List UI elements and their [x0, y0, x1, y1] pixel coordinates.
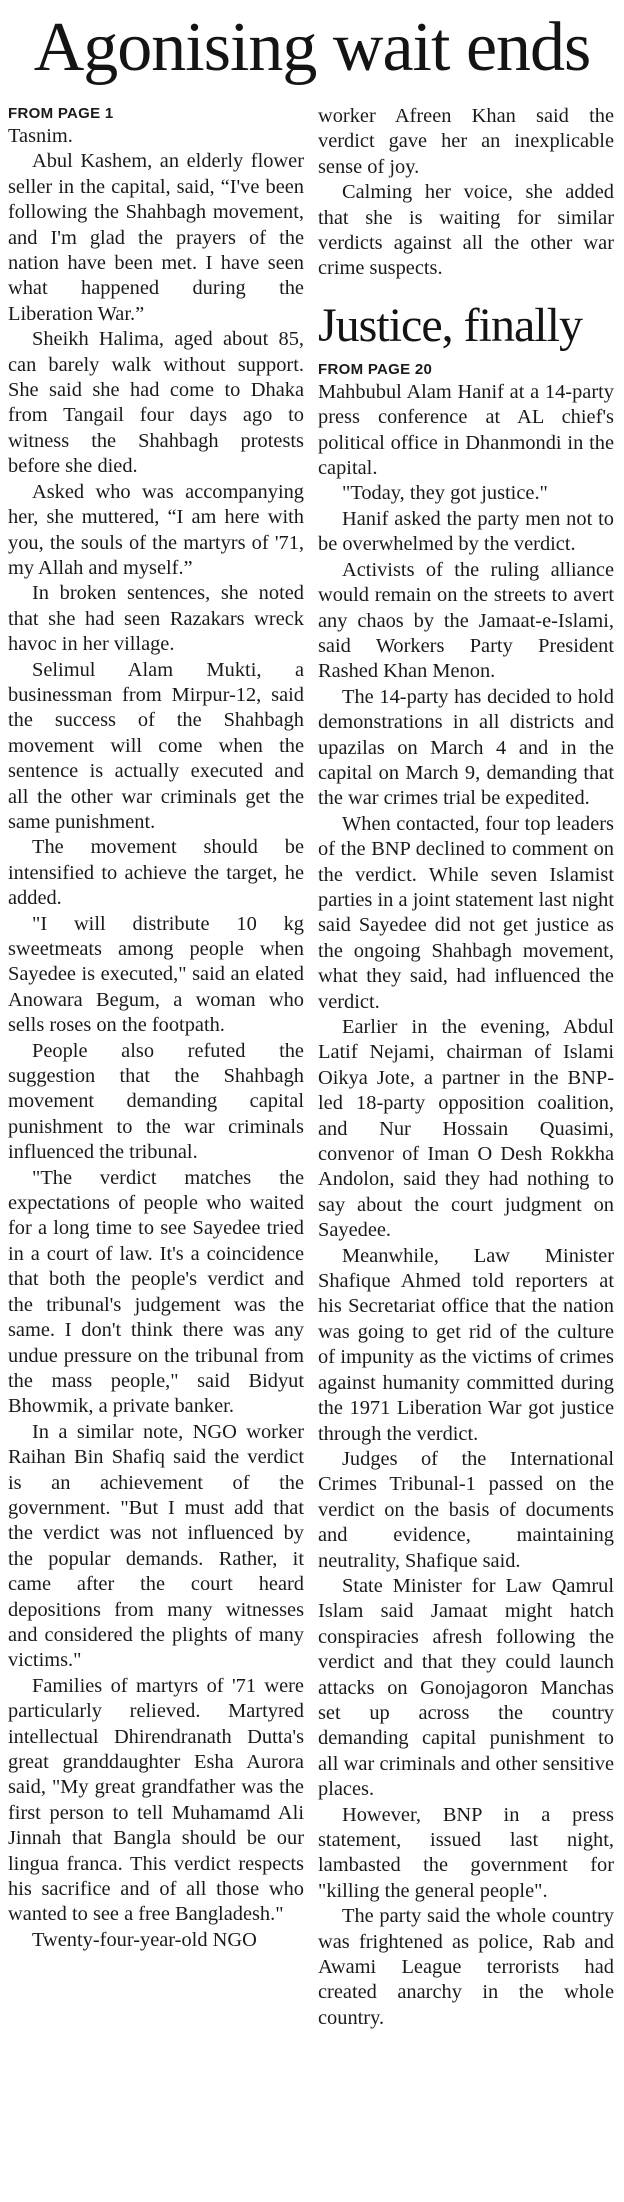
paragraph: Activists of the ruling alliance would remain on the streets to avert any chaos by the Jamaat-e-Islami, said Workers Party President Rashed Khan Menon.	[318, 558, 614, 683]
paragraph: People also refuted the suggestion that the Shahbagh movement demanding capital punishment to the war criminals influenced the tribunal.	[8, 1039, 304, 1164]
right-column	[318, 104, 614, 2198]
paragraph: Meanwhile, Law Minister Shafique Ahmed told reporters at his Secretariat office that the nation was going to get rid of the culture of impunity as the victims of crimes against humanity committed during the 1971 Liberation War got justice through the verdict.	[318, 1244, 614, 1445]
paragraph: "The verdict matches the expectations of people who waited for a long time to see Sayedee tried in a court of law. It's a coincidence that both the people's verdict and the tribunal's judgement was the same. I don't think there was any undue pressure on the tribunal from the mass people," said Bidyut Bhowmik, a private banker.	[8, 1166, 304, 1418]
paragraph: When contacted, four top leaders of the BNP declined to comment on the verdict. While seven Islamist parties in a joint statement last night said Sayedee did not get justice as the ongoing Shahbagh movement, what they said, had influenced the verdict.	[318, 812, 614, 1013]
paragraph: worker Afreen Khan said the verdict gave her an inexplicable sense of joy.	[318, 105, 614, 178]
paragraph: The 14-party has decided to hold demonstrations in all districts and upazilas on March 4 and in the capital on March 9, demanding that the war crimes trial be expedited.	[318, 685, 614, 810]
jump-label: FROM PAGE 1	[8, 105, 114, 122]
paragraph: "I will distribute 10 kg sweetmeats among people when Sayedee is executed," said an elated Anowara Begum, a woman who sells roses on the footpath.	[8, 912, 304, 1037]
paragraph: Calming her voice, she added that she is waiting for similar verdicts against all the other war crime suspects.	[318, 181, 614, 280]
paragraph: The movement should be intensified to achieve the target, he added.	[8, 836, 304, 910]
paragraph: Twenty-four-year-old NGO	[32, 1928, 257, 1951]
paragraph: Asked who was accompanying her, she muttered, “I am here with you, the souls of the martyrs of '71, my Allah and myself.”	[8, 480, 304, 579]
paragraph: Tasnim.	[8, 125, 73, 147]
paragraph: Earlier in the evening, Abdul Latif Nejami, chairman of Islami Oikya Jote, a partner in the BNP-led 18-party opposition coalition, and Nur Hossain Quasimi, convenor of Iman O Desh Rokkha Andolon, said they had nothing to say about the court judgment on Sayedee.	[318, 1016, 614, 1242]
paragraph: Sheikh Halima, aged about 85, can barely walk without support. She said she had come to Dhaka from Tangail four days ago to witness the Shahbagh protests before she died.	[8, 328, 304, 478]
paragraph: Hanif asked the party men not to be overwhelmed by the verdict.	[318, 507, 614, 556]
paragraph: Mahbubul Alam Hanif at a 14-party press conference at AL chief's political office in Dhanmondi in the capital.	[318, 380, 614, 480]
paragraph: Abul Kashem, an elderly flower seller in the capital, said, “I've been following the Shahbagh movement, and I'm glad the prayers of the nation have been met. I have seen what happened during the Liberation War.”	[8, 150, 304, 325]
paragraph: In broken sentences, she noted that she had seen Razakars wreck havoc in her village.	[8, 582, 304, 656]
paragraph: In a similar note, NGO worker Raihan Bin Shafiq said the verdict is an achievement of the government. "But I must add that the verdict was not influenced by the popular demands. Rather, it came after the court heard depositions from many witnesses and considered the plights of many victims."	[8, 1420, 304, 1672]
headline: Agonising wait ends	[33, 9, 591, 86]
paragraph: Families of martyrs of '71 were particularly relieved. Martyred intellectual Dhirendranath Dutta's great granddaughter Esha Aurora said, "My great grandfather was the first person to tell Muhamamd Ali Jinnah that Bangla should be our lingua franca. This verdict respects his sacrifice and of all those who wanted to see a free Bangladesh."	[8, 1674, 304, 1926]
left-column	[8, 104, 304, 2198]
paragraph: Judges of the International Crimes Tribunal-1 passed on the verdict on the basis of documents and evidence, maintaining neutrality, Shafique said.	[318, 1447, 614, 1572]
paragraph: Selimul Alam Mukti, a businessman from Mirpur-12, said the success of the Shahbagh movement will come when the sentence is actually executed and all the other war criminals get the same punishment.	[8, 658, 304, 833]
paragraph: "Today, they got justice."	[342, 482, 548, 505]
sub-headline: Justice, finally	[318, 298, 582, 352]
paragraph: State Minister for Law Qamrul Islam said Jamaat might hatch conspiracies afresh following the verdict and that they could launch attacks on Gonojagoron Manchas set up across the country demanding capital punishment to all war criminals and other sensitive places.	[318, 1574, 614, 1801]
paragraph: However, BNP in a press statement, issued last night, lambasted the government for "killing the general people".	[318, 1803, 614, 1902]
jump-label: FROM PAGE 20	[318, 360, 433, 378]
paragraph: The party said the whole country was frightened as police, Rab and Awami League terrorists had created anarchy in the whole country.	[318, 1905, 614, 2029]
